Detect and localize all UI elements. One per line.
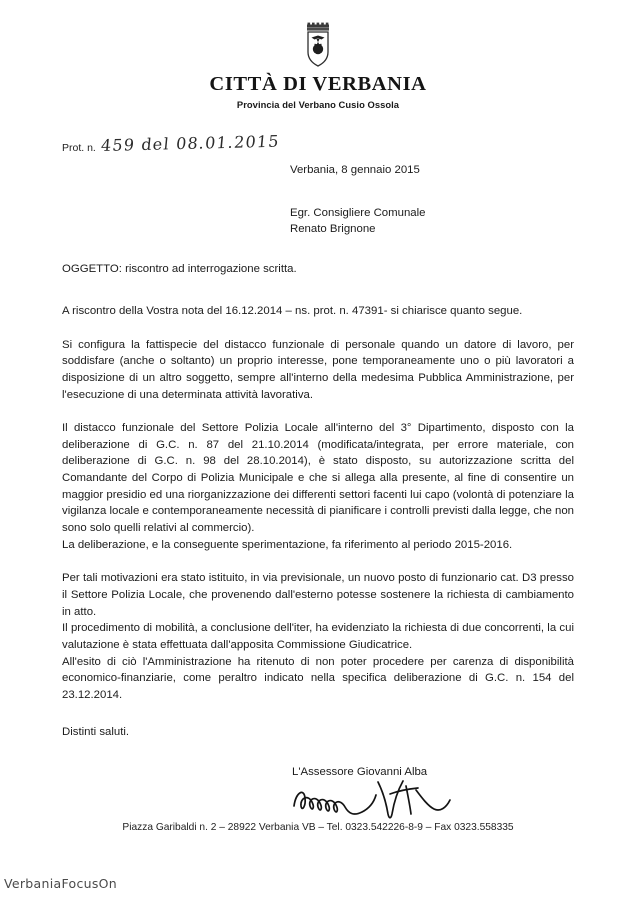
recipient-name: Renato Brignone — [290, 223, 376, 236]
protocol-label: Prot. n. — [62, 142, 96, 154]
letterhead — [0, 0, 636, 110]
province-subtitle: Provincia del Verbano Cusio Ossola — [236, 98, 400, 110]
footer-contact-info: Piazza Garibaldi n. 2 – 28922 Verbania VB – Tel. 0323.542226-8-9 – Fax 0323.558335 — [122, 822, 514, 833]
city-coat-of-arms-icon — [301, 22, 335, 68]
letter-body — [62, 263, 574, 703]
protocol-number-row — [62, 131, 281, 156]
place-and-date: Verbania, 8 gennaio 2015 — [290, 164, 420, 176]
paragraph-mobility-procedure: Il procedimento di mobilità, a conclusione dell'iter, ha evidenziato la richiesta di due concorrenti, la cui valutazione è stata effettuata dall'apposita Commissione Giudicatrice. — [62, 622, 574, 651]
recipient-title: Egr. Consigliere Comunale — [290, 207, 426, 219]
signatory-name: L'Assessore Giovanni Alba — [292, 766, 428, 778]
source-watermark: VerbaniaFocusOn — [4, 876, 118, 891]
handwritten-signature-icon — [290, 776, 480, 822]
city-title: CITTÀ DI VERBANIA — [209, 73, 427, 95]
closing-salutation: Distinti saluti. — [62, 726, 130, 738]
signature-block — [292, 766, 552, 778]
paragraph-outcome: All'esito di ciò l'Amministrazione ha ritenuto di non poter procedere per carenza di disponibilità economico-finanziarie, come peraltro indicato nella specifica deliberazione di G.C. n. 154 del 23.12.2014. — [62, 655, 574, 701]
paragraph-new-position: Per tali motivazioni era stato istituito, in via previsionale, un nuovo posto di funzionario cat. D3 presso il Settore Polizia Locale, che provenendo dall'esterno potesse sostenere la richiesta di cambiamento in atto. — [62, 572, 574, 618]
protocol-handwritten-value: 459 del 08.01.2015 — [99, 131, 281, 156]
paragraph-period: La deliberazione, e la conseguente sperimentazione, fa riferimento al periodo 2015-2016. — [62, 538, 513, 551]
paragraph-reference: A riscontro della Vostra nota del 16.12.2014 – ns. prot. n. 47391- si chiarisce quanto segue. — [62, 305, 523, 317]
subject-line: OGGETTO: riscontro ad interrogazione scritta. — [62, 263, 297, 275]
recipient-block — [290, 205, 426, 237]
paragraph-deployment: Il distacco funzionale del Settore Polizia Locale all'interno del 3° Dipartimento, disposto con la deliberazione di G.C. n. 87 del 21.10.2014 (modificata/integrata, per errore materiale, con deliberazione di G.C. n. 98 del 28.10.2014), è stato disposto, su autorizzazione scritta del Comandante del Corpo di Polizia Municipale e che si allega alla presente, al fine di consentire un maggior presidio ed una riorganizzazione dei differenti settori facenti lui capo (volontà di potenziare la vigilanza locale e contemporaneamente necessità di pianificare i controlli previsti dalla legge, che non sono solo quelli relativi al commercio). — [62, 422, 574, 535]
paragraph-definition: Si configura la fattispecie del distacco funzionale di personale quando un datore di lavoro, per soddisfare (anche o soltanto) un proprio interesse, pone temporaneamente uno o più lavoratori a disposizione di un altro soggetto, sempre all'interno della medesima Pubblica Amministrazione, per l'esecuzione di una determinata attività lavorativa. — [62, 338, 574, 401]
